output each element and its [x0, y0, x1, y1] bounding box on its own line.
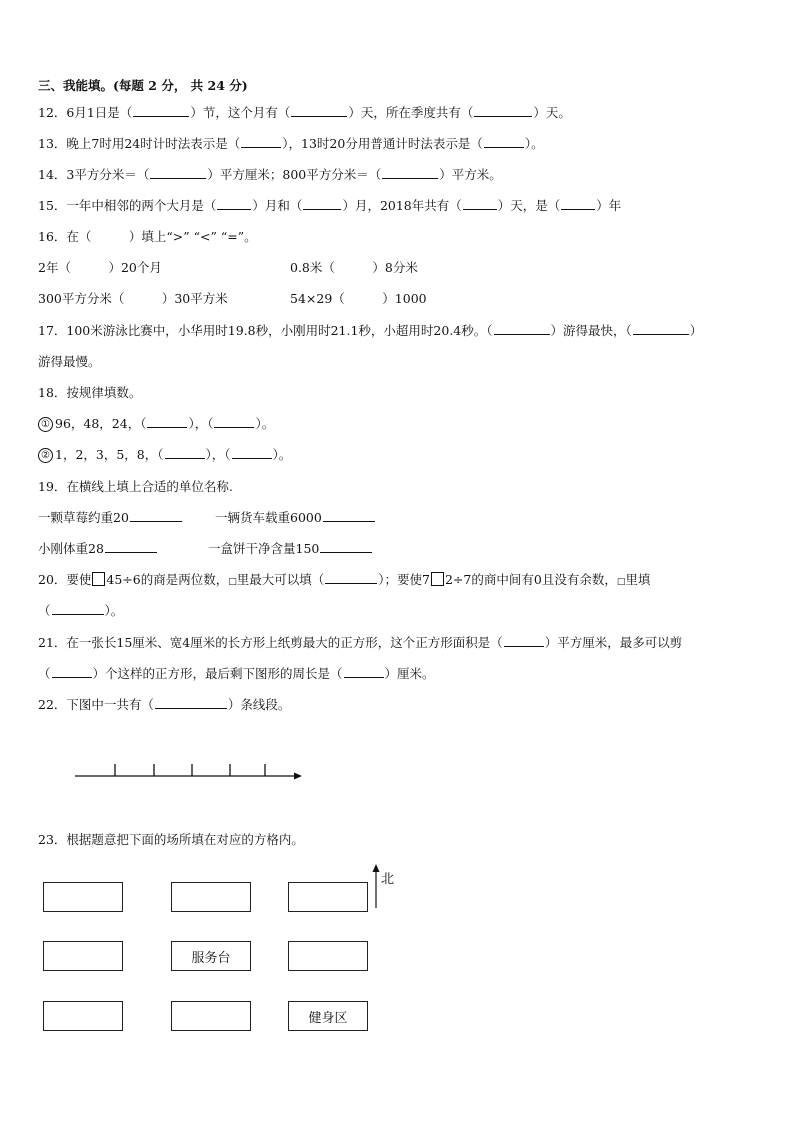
question-12: 12．6月1日是（ ）节，这个月有（ ）天，所在季度共有（ ）天。	[38, 105, 571, 120]
question-17-line2: 游得最慢。	[38, 354, 101, 369]
unit-item: 一盒饼干净含量150	[208, 541, 373, 557]
unit-item: 小刚体重28	[38, 541, 158, 557]
question-17: 17．100米游泳比赛中，小华用时19.8秒，小刚用时21.1秒，小超用时20.4秒。（ ）游得最快，（ ）	[38, 323, 703, 338]
arrow-head-icon	[294, 773, 302, 780]
answer-blank[interactable]	[494, 323, 550, 335]
answer-blank[interactable]	[303, 198, 341, 210]
grid-cell[interactable]	[43, 1001, 123, 1031]
grid-cell[interactable]	[171, 882, 251, 912]
answer-blank[interactable]	[217, 198, 251, 210]
answer-blank[interactable]	[232, 447, 272, 459]
question-20: 20．要使 45÷6的商是两位数，□里最大可以填（ ）；要使7 2÷7的商中间有0且没有余数，□里填	[38, 572, 651, 587]
question-21-line2: （ ）个这样的正方形，最后剩下图形的周长是（ ）厘米。	[38, 666, 435, 681]
question-23: 23．根据题意把下面的场所填在对应的方格内。	[38, 832, 304, 847]
compare-item[interactable]: 54×29（ ）1000	[290, 291, 427, 306]
answer-blank[interactable]	[155, 697, 227, 709]
grid-cell[interactable]	[43, 941, 123, 971]
answer-blank[interactable]	[320, 541, 372, 553]
answer-blank[interactable]	[241, 136, 281, 148]
answer-blank[interactable]	[344, 666, 384, 678]
answer-blank[interactable]	[484, 136, 524, 148]
question-20-line2: （ ）。	[38, 603, 124, 618]
answer-blank[interactable]	[133, 105, 189, 117]
circled-number: ①	[38, 417, 53, 432]
grid-cell-service-desk[interactable]: 服务台	[171, 941, 251, 971]
answer-blank[interactable]	[504, 635, 544, 647]
answer-blank[interactable]	[130, 510, 182, 522]
unit-item: 一颗草莓约重20	[38, 510, 183, 526]
answer-blank[interactable]	[474, 105, 532, 117]
grid-cell[interactable]	[288, 941, 368, 971]
answer-blank[interactable]	[52, 603, 104, 615]
answer-blank[interactable]	[214, 416, 254, 428]
sequence-1: ① 96，48，24，（ ），（ ）。	[38, 416, 274, 432]
answer-blank[interactable]	[633, 323, 689, 335]
question-22: 22．下图中一共有（ ）条线段。	[38, 697, 291, 712]
question-13: 13．晚上7时用24时计时法表示是（ ），13时20分用普通计时法表示是（ ）。	[38, 136, 544, 151]
square-box[interactable]	[431, 572, 444, 586]
answer-blank[interactable]	[382, 167, 438, 179]
answer-blank[interactable]	[150, 167, 206, 179]
answer-blank[interactable]	[323, 510, 375, 522]
compare-item[interactable]: 2年（ ）20个月	[38, 260, 162, 275]
compare-item[interactable]: 300平方分米（ ）30平方米	[38, 291, 228, 306]
answer-blank[interactable]	[147, 416, 187, 428]
question-19-stem: 19．在横线上填上合适的单位名称.	[38, 479, 233, 494]
grid-cell[interactable]	[43, 882, 123, 912]
square-box[interactable]	[92, 572, 105, 586]
answer-blank[interactable]	[165, 447, 205, 459]
question-14: 14．3平方分米＝（ ）平方厘米；800平方分米＝（ ）平方米。	[38, 167, 502, 182]
question-18-stem: 18．按规律填数。	[38, 385, 142, 400]
north-label: 北	[381, 872, 395, 887]
circled-number: ②	[38, 448, 53, 463]
answer-blank[interactable]	[325, 572, 377, 584]
answer-blank[interactable]	[52, 666, 92, 678]
section-title: 三、我能填。(每题 2 分， 共 24 分)	[38, 78, 248, 93]
sequence-2: ② 1，2，3，5，8，（ ），（ ）。	[38, 447, 291, 463]
answer-blank[interactable]	[105, 541, 157, 553]
question-16-stem: 16．在（ ）填上“>” “<” “=”。	[38, 229, 257, 244]
unit-item: 一辆货车载重6000	[215, 510, 376, 526]
answer-blank[interactable]	[291, 105, 347, 117]
grid-cell-gym-area[interactable]: 健身区	[288, 1001, 368, 1031]
grid-cell[interactable]	[288, 882, 368, 912]
answer-blank[interactable]	[561, 198, 595, 210]
line-segment-figure	[70, 760, 310, 790]
question-21: 21．在一张长15厘米、宽4厘米的长方形上纸剪最大的正方形，这个正方形面积是（ ）平方厘米，最多可以剪	[38, 635, 683, 650]
question-15: 15．一年中相邻的两个大月是（ ）月和（ ）月，2018年共有（ ）天，是（ ）年	[38, 198, 622, 213]
grid-cell[interactable]	[171, 1001, 251, 1031]
answer-blank[interactable]	[463, 198, 497, 210]
compare-item[interactable]: 0.8米（ ）8分米	[290, 260, 418, 275]
